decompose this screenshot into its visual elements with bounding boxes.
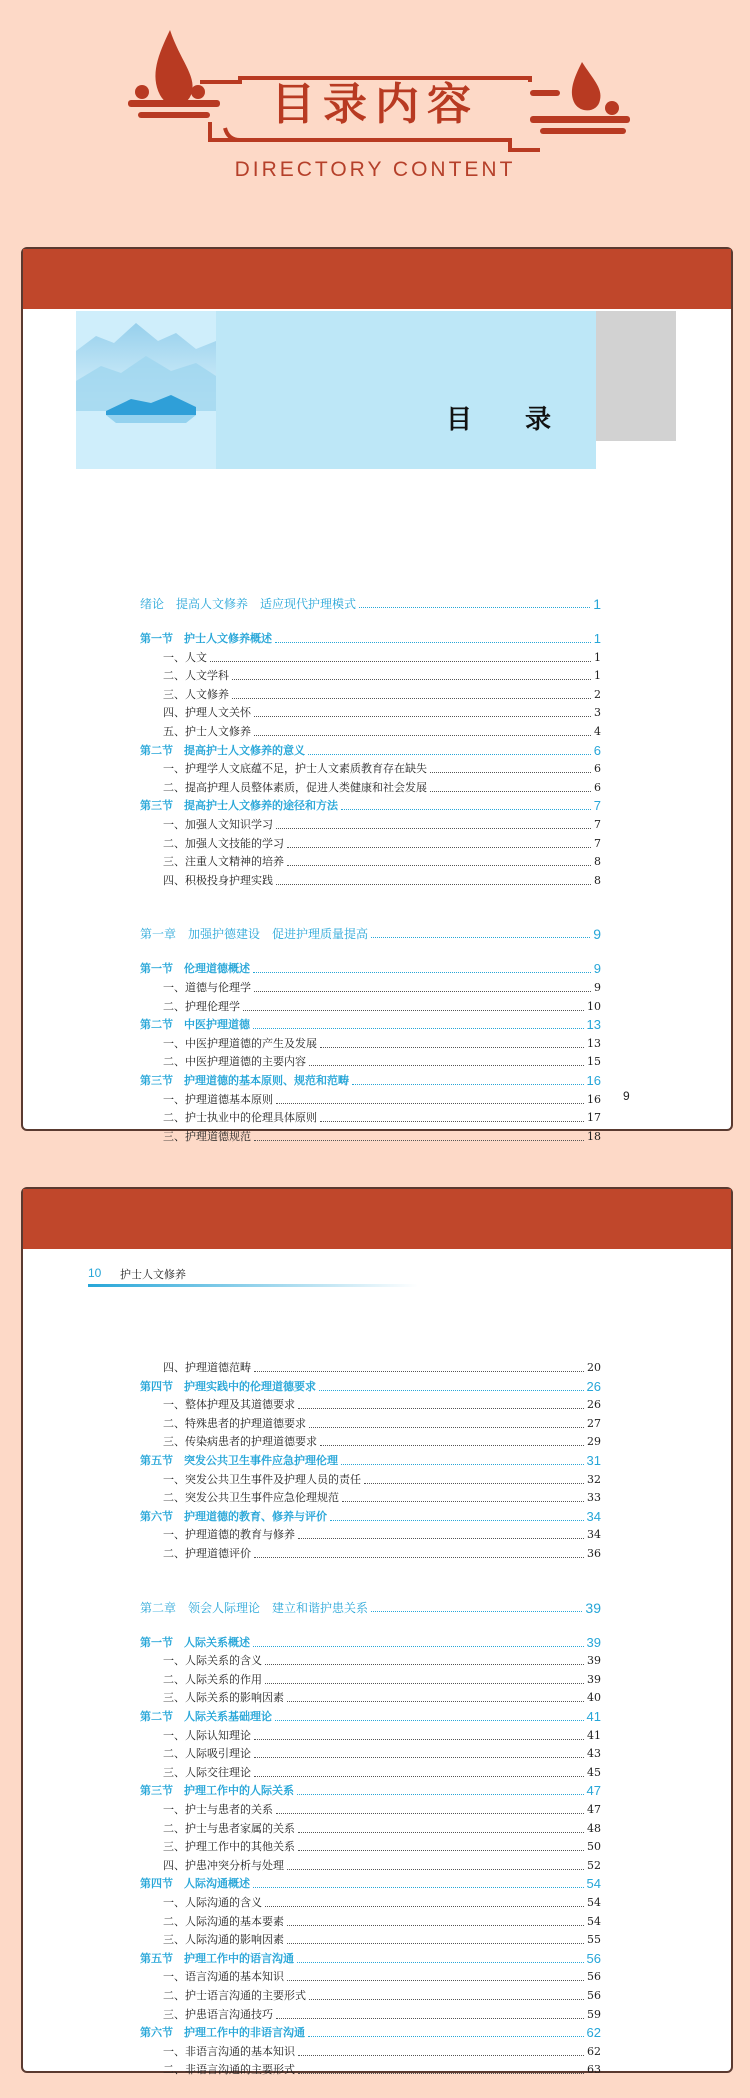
toc-leader-dots xyxy=(341,809,591,810)
toc-entry-label: 第一节 护士人文修养概述 xyxy=(140,632,272,645)
toc-section-entry[interactable] xyxy=(140,744,601,758)
toc-leader-dots xyxy=(254,1140,584,1141)
toc-entry-page: 13 xyxy=(587,1036,601,1050)
toc-entry-label: 第一节 伦理道德概述 xyxy=(140,962,250,976)
toc-entry-label: 一、加强人文知识学习 xyxy=(163,818,273,831)
toc-leader-dots xyxy=(254,1371,584,1372)
toc-leader-dots xyxy=(232,679,591,680)
toc-leader-dots xyxy=(275,642,591,643)
toc-leader-dots xyxy=(430,772,591,773)
toc-entry-label: 一、非语言沟通的基本知识 xyxy=(163,2044,295,2058)
toc-leader-dots xyxy=(319,1390,584,1391)
toc-entry-label: 五、护士人文修养 xyxy=(163,725,251,738)
toc-entry-page: 26 xyxy=(586,1378,601,1394)
toc-item-entry[interactable] xyxy=(163,981,601,995)
landscape-illustration-icon xyxy=(76,311,216,469)
toc-entry-page: 8 xyxy=(594,873,601,887)
running-header-rule xyxy=(88,1284,418,1287)
toc-entry-label: 四、护理道德范畴 xyxy=(163,1361,251,1374)
toc-item-entry[interactable] xyxy=(163,1547,601,1561)
toc-entry-page: 56 xyxy=(586,1950,601,1966)
toc-entry-label: 一、中医护理道德的产生及发展 xyxy=(163,1036,317,1050)
toc-entry-label: 第三节 提高护士人文修养的途径和方法 xyxy=(140,799,338,813)
toc-leader-dots xyxy=(253,1887,584,1888)
toc-entry-label: 三、传染病患者的护理道德要求 xyxy=(163,1435,317,1449)
toc-entry-page: 62 xyxy=(586,2025,601,2041)
toc-entry-label: 三、护患语言沟通技巧 xyxy=(163,2007,273,2021)
toc-entry-label: 一、护理学人文底蕴不足，护士人文素质教育存在缺失 xyxy=(163,762,427,776)
toc-entry-page: 54 xyxy=(587,1896,601,1909)
toc-entry-label: 一、道德与伦理学 xyxy=(163,981,251,994)
toc-leader-dots xyxy=(298,1538,584,1539)
toc-leader-dots xyxy=(254,1557,584,1558)
toc-entry-page: 32 xyxy=(587,1472,601,1486)
toc-item-entry[interactable] xyxy=(163,1528,601,1542)
toc-entry-label: 第六节 护理道德的教育、修养与评价 xyxy=(140,1509,327,1523)
toc-entry-label: 二、护理伦理学 xyxy=(163,999,240,1013)
toc-leader-dots xyxy=(298,2073,584,2074)
toc-item-entry[interactable] xyxy=(163,1970,601,1984)
toc-section-entry[interactable] xyxy=(140,1952,601,1966)
toc-leader-dots xyxy=(320,1445,584,1446)
toc-entry-label: 四、积极投身护理实践 xyxy=(163,873,273,887)
toc-leader-dots xyxy=(254,716,591,717)
toc-item-entry[interactable] xyxy=(163,2063,601,2077)
toc-leader-dots xyxy=(276,2018,584,2019)
toc-entry-label: 二、人际吸引理论 xyxy=(163,1747,251,1761)
toc-chapter-entry[interactable] xyxy=(140,597,601,611)
toc-entry-page: 59 xyxy=(587,2007,601,2021)
toc-entry-page: 48 xyxy=(587,1821,601,1835)
toc-item-entry[interactable] xyxy=(163,762,601,776)
toc-item-entry[interactable] xyxy=(163,818,601,832)
toc-leader-dots xyxy=(371,937,590,938)
toc-entry-page: 20 xyxy=(587,1361,601,1374)
toc-section-entry[interactable] xyxy=(140,799,601,813)
toc-leader-dots xyxy=(364,1483,584,1484)
toc-leader-dots xyxy=(430,791,591,792)
toc-entry-page: 7 xyxy=(594,836,601,850)
toc-entry-page: 39 xyxy=(587,1654,601,1668)
hero-gray-block xyxy=(596,311,676,441)
page-number: 9 xyxy=(623,1089,630,1103)
toc-item-entry[interactable] xyxy=(163,1111,601,1125)
toc-entry-label: 第五节 护理工作中的语言沟通 xyxy=(140,1951,294,1965)
toc-entry-page: 31 xyxy=(586,1453,601,1468)
toc-entry-page: 39 xyxy=(587,1672,601,1686)
toc-entry-label: 三、人际交往理论 xyxy=(163,1765,251,1779)
toc-leader-dots xyxy=(298,2055,584,2056)
toc-entry-page: 1 xyxy=(593,631,601,646)
toc-item-entry[interactable] xyxy=(163,1654,601,1668)
toc-section-entry[interactable] xyxy=(140,962,601,976)
toc-item-entry[interactable] xyxy=(163,1803,601,1817)
toc-leader-dots xyxy=(254,1739,584,1740)
toc-entry-label: 二、突发公共卫生事件应急伦理规范 xyxy=(163,1491,339,1505)
toc-entry-page: 13 xyxy=(586,1017,601,1033)
toc-leader-dots xyxy=(254,991,591,992)
toc-item-entry[interactable] xyxy=(163,1747,601,1761)
toc-entry-label: 二、护理道德评价 xyxy=(163,1547,251,1560)
toc-entry-label: 三、人文修养 xyxy=(163,687,229,701)
toc-item-entry[interactable] xyxy=(163,1840,601,1854)
toc-entry-label: 三、人际关系的影响因素 xyxy=(163,1691,284,1705)
toc-section-entry[interactable] xyxy=(140,1784,601,1798)
toc-entry-page: 7 xyxy=(593,798,601,814)
toc-item-entry[interactable] xyxy=(163,1093,601,1107)
toc-leader-dots xyxy=(243,1010,584,1011)
toc-item-entry[interactable] xyxy=(163,1859,601,1873)
toc-entry-page: 56 xyxy=(587,1970,601,1984)
toc-entry-page: 17 xyxy=(587,1111,601,1125)
toc-entry-label: 一、护理道德基本原则 xyxy=(163,1092,273,1106)
toc-entry-label: 第四节 人际沟通概述 xyxy=(140,1877,250,1891)
toc-entry-page: 55 xyxy=(587,1933,601,1947)
toc-page-1 xyxy=(21,247,733,1143)
toc-entry-page: 15 xyxy=(587,1055,601,1069)
toc-section-entry[interactable] xyxy=(140,632,601,646)
toc-leader-dots xyxy=(298,1850,584,1851)
running-page-number: 10 xyxy=(88,1266,102,1280)
toc-entry-label: 四、护理人文关怀 xyxy=(163,706,251,720)
toc-entry-label: 第四节 护理实践中的伦理道德要求 xyxy=(140,1379,316,1393)
toc-item-entry[interactable] xyxy=(163,1989,601,2003)
toc-item-entry[interactable] xyxy=(163,781,601,795)
toc-entry-label: 三、护理道德规范 xyxy=(163,1129,251,1143)
toc-entry-label: 二、护士执业中的伦理具体原则 xyxy=(163,1111,317,1125)
toc-leader-dots xyxy=(287,847,591,848)
toc-entry-label: 二、护士语言沟通的主要形式 xyxy=(163,1989,306,2002)
toc-section-entry[interactable] xyxy=(140,1018,601,1032)
toc-entry-page: 16 xyxy=(586,1073,601,1088)
toc-leader-dots xyxy=(297,1962,584,1963)
toc-entry-page: 50 xyxy=(587,1840,601,1854)
toc-leader-dots xyxy=(254,735,591,736)
toc-section-entry[interactable] xyxy=(140,1510,601,1524)
toc-leader-dots xyxy=(253,1028,584,1029)
toc-section-entry[interactable] xyxy=(140,1877,601,1891)
toc-item-entry[interactable] xyxy=(163,651,601,665)
toc-entry-label: 三、注重人文精神的培养 xyxy=(163,855,284,869)
toc-leader-dots xyxy=(330,1520,584,1521)
toc-item-entry[interactable] xyxy=(163,1361,601,1375)
toc-entry-page: 36 xyxy=(587,1547,601,1560)
toc-item-entry[interactable] xyxy=(163,874,601,888)
toc-section-entry[interactable] xyxy=(140,1710,601,1724)
toc-leader-dots xyxy=(232,698,591,699)
toc-item-entry[interactable] xyxy=(163,1673,601,1687)
toc-entry-page: 10 xyxy=(587,999,601,1013)
toc-item-entry[interactable] xyxy=(163,1896,601,1910)
toc-entry-label: 二、护士与患者家属的关系 xyxy=(163,1821,295,1835)
toc-entry-page: 18 xyxy=(587,1129,601,1143)
toc-entry-page: 54 xyxy=(586,1876,601,1892)
toc-leader-dots xyxy=(287,1869,584,1870)
toc-section-entry[interactable] xyxy=(140,1074,601,1088)
toc-entry-page: 6 xyxy=(593,742,601,758)
banner-title: 目录内容 xyxy=(271,79,479,130)
toc-item-entry[interactable] xyxy=(163,1037,601,1051)
toc-entry-label: 第一章 加强护德建设 促进护理质量提高 xyxy=(140,927,369,942)
toc-item-entry[interactable] xyxy=(163,2045,601,2059)
toc-item-entry[interactable] xyxy=(163,688,601,702)
toc-leader-dots xyxy=(298,1832,584,1833)
right-flame-icon xyxy=(572,62,601,110)
toc-entry-page: 45 xyxy=(587,1765,601,1779)
toc-leader-dots xyxy=(253,1646,584,1647)
toc-item-entry[interactable] xyxy=(163,1398,601,1412)
toc-chapter-entry[interactable] xyxy=(140,927,601,941)
toc-entry-page: 56 xyxy=(587,1989,601,2002)
toc-leader-dots xyxy=(287,1701,584,1702)
toc-entry-page: 62 xyxy=(587,2044,601,2058)
card-header-bar xyxy=(23,249,731,309)
toc-entry-label: 二、中医护理道德的主要内容 xyxy=(163,1055,306,1069)
toc-leader-dots xyxy=(359,607,590,608)
toc-entry-page: 4 xyxy=(594,725,601,738)
toc-entry-label: 一、整体护理及其道德要求 xyxy=(163,1398,295,1412)
toc-entry-page: 41 xyxy=(586,1709,601,1724)
toc-leader-dots xyxy=(276,828,591,829)
toc-entry-page: 1 xyxy=(593,596,601,612)
toc-entry-page: 47 xyxy=(587,1803,601,1816)
toc-entry-label: 一、人际关系的含义 xyxy=(163,1654,262,1668)
toc-entry-page: 47 xyxy=(586,1783,601,1799)
toc-entry-label: 第二节 人际关系基础理论 xyxy=(140,1710,272,1723)
toc-item-entry[interactable] xyxy=(163,1766,601,1780)
toc-chapter-entry[interactable] xyxy=(140,1601,601,1615)
toc-entry-label: 一、人际认知理论 xyxy=(163,1728,251,1742)
toc-entry-label: 二、加强人文技能的学习 xyxy=(163,836,284,850)
toc-leader-dots xyxy=(320,1047,584,1048)
toc-entry-label: 第二章 领会人际理论 建立和谐护患关系 xyxy=(140,1600,369,1615)
toc-entry-page: 27 xyxy=(587,1416,601,1430)
toc-entry-label: 第二节 中医护理道德 xyxy=(140,1018,250,1032)
toc-entry-page: 34 xyxy=(587,1528,601,1542)
toc-entry-page: 40 xyxy=(587,1691,601,1705)
toc-entry-label: 一、人文 xyxy=(163,650,207,664)
toc-section-entry[interactable] xyxy=(140,2026,601,2040)
toc-entry-page: 29 xyxy=(587,1435,601,1449)
banner xyxy=(0,0,750,190)
card-header-bar xyxy=(23,1189,731,1249)
toc-entry-label: 三、人际沟通的影响因素 xyxy=(163,1933,284,1947)
toc-entry-label: 二、非语言沟通的主要形式 xyxy=(163,2063,295,2077)
running-book-title: 护士人文修养 xyxy=(120,1268,186,1281)
toc-leader-dots xyxy=(352,1084,584,1085)
toc-entry-page: 41 xyxy=(587,1728,601,1742)
toc-item-entry[interactable] xyxy=(163,1417,601,1431)
toc-entry-label: 二、人际关系的作用 xyxy=(163,1672,262,1686)
toc-leader-dots xyxy=(254,1776,584,1777)
toc-entry-page: 43 xyxy=(587,1747,601,1761)
toc-entry-page: 26 xyxy=(587,1398,601,1412)
banner-subtitle: DIRECTORY CONTENT xyxy=(234,158,516,181)
running-header xyxy=(88,1266,418,1286)
toc-section-entry[interactable] xyxy=(140,1380,601,1394)
toc-item-entry[interactable] xyxy=(163,855,601,869)
toc-entry-page: 39 xyxy=(586,1634,601,1650)
toc-entry-page: 6 xyxy=(594,780,601,794)
toc-item-entry[interactable] xyxy=(163,725,601,739)
toc-leader-dots xyxy=(253,972,591,973)
toc-entry-page: 2 xyxy=(594,687,601,701)
toc-leader-dots xyxy=(320,1121,584,1122)
toc-leader-dots xyxy=(287,1925,584,1926)
toc-leader-dots xyxy=(265,1664,584,1665)
toc-item-entry[interactable] xyxy=(163,1915,601,1929)
toc-section-entry[interactable] xyxy=(140,1454,601,1468)
toc-leader-dots xyxy=(308,754,591,755)
toc-item-entry[interactable] xyxy=(163,1473,601,1487)
toc-page-2 xyxy=(21,1187,733,2077)
toc-entry-page: 54 xyxy=(587,1914,601,1928)
toc-entry-label: 一、护士与患者的关系 xyxy=(163,1803,273,1816)
toc-entry-label: 一、语言沟通的基本知识 xyxy=(163,1970,284,1984)
toc-item-entry[interactable] xyxy=(163,837,601,851)
toc-item-entry[interactable] xyxy=(163,1729,601,1743)
toc-item-entry[interactable] xyxy=(163,1491,601,1505)
toc-entry-page: 16 xyxy=(587,1092,601,1106)
toc-entry-label: 二、人际沟通的基本要素 xyxy=(163,1914,284,1928)
toc-item-entry[interactable] xyxy=(163,706,601,720)
toc-entry-label: 一、护理道德的教育与修养 xyxy=(163,1528,295,1542)
toc-entry-page: 6 xyxy=(594,762,601,776)
toc-leader-dots xyxy=(309,1065,584,1066)
toc-entry-label: 一、人际沟通的含义 xyxy=(163,1896,262,1909)
toc-entry-page: 34 xyxy=(586,1508,601,1524)
toc-entry-label: 第六节 护理工作中的非语言沟通 xyxy=(140,2026,305,2040)
toc-entry-label: 二、特殊患者的护理道德要求 xyxy=(163,1416,306,1430)
hero-title: 目 录 xyxy=(446,405,574,435)
toc-leader-dots xyxy=(341,1464,584,1465)
toc-leader-dots xyxy=(342,1501,584,1502)
toc-leader-dots xyxy=(308,2036,584,2037)
toc-entry-label: 第三节 护理工作中的人际关系 xyxy=(140,1784,294,1798)
toc-entry-label: 绪论 提高人文修养 适应现代护理模式 xyxy=(140,597,357,611)
toc-entry-page: 1 xyxy=(594,650,601,664)
toc-entry-label: 二、提高护理人员整体素质，促进人类健康和社会发展 xyxy=(163,780,427,794)
toc-entry-page: 33 xyxy=(587,1491,601,1505)
toc-leader-dots xyxy=(254,1757,584,1758)
toc-item-entry[interactable] xyxy=(163,1055,601,1069)
toc-section-entry[interactable] xyxy=(140,1636,601,1650)
toc-entry-label: 二、人文学科 xyxy=(163,669,229,683)
toc-item-entry[interactable] xyxy=(163,669,601,683)
toc-entry-page: 9 xyxy=(593,961,601,977)
toc-entry-label: 四、护患冲突分析与处理 xyxy=(163,1858,284,1872)
toc-entry-label: 第五节 突发公共卫生事件应急护理伦理 xyxy=(140,1454,338,1467)
toc-leader-dots xyxy=(276,1813,584,1814)
toc-item-entry[interactable] xyxy=(163,1435,601,1449)
toc-leader-dots xyxy=(265,1683,584,1684)
toc-item-entry[interactable] xyxy=(163,2008,601,2022)
toc-entry-page: 39 xyxy=(585,1599,601,1616)
toc-entry-page: 63 xyxy=(587,2063,601,2077)
toc-leader-dots xyxy=(309,1999,584,2000)
toc-leader-dots xyxy=(265,1906,584,1907)
toc-entry-page: 3 xyxy=(594,706,601,720)
toc-entry-page: 52 xyxy=(587,1858,601,1872)
toc-leader-dots xyxy=(287,1943,584,1944)
toc-entry-page: 8 xyxy=(594,855,601,869)
toc-entry-label: 第二节 提高护士人文修养的意义 xyxy=(140,743,305,757)
toc-item-entry[interactable] xyxy=(163,1691,601,1705)
toc-entry-label: 第三节 护理道德的基本原则、规范和范畴 xyxy=(140,1074,349,1087)
toc-item-entry[interactable] xyxy=(163,1822,601,1836)
toc-entry-label: 一、突发公共卫生事件及护理人员的责任 xyxy=(163,1472,361,1486)
toc-leader-dots xyxy=(297,1794,584,1795)
toc-item-entry[interactable] xyxy=(163,1933,601,1947)
toc-leader-dots xyxy=(276,1103,584,1104)
toc-entry-page: 9 xyxy=(594,981,601,994)
toc-item-entry[interactable] xyxy=(163,1130,601,1144)
toc-leader-dots xyxy=(298,1408,584,1409)
toc-entry-label: 第一节 人际关系概述 xyxy=(140,1635,250,1649)
toc-leader-dots xyxy=(210,661,591,662)
toc-entry-page: 9 xyxy=(593,926,601,943)
toc-entry-page: 7 xyxy=(594,818,601,831)
toc-leader-dots xyxy=(371,1611,582,1612)
toc-entry-page: 1 xyxy=(594,669,601,683)
toc-entry-label: 三、护理工作中的其他关系 xyxy=(163,1840,295,1854)
toc-leader-dots xyxy=(287,865,591,866)
toc-leader-dots xyxy=(276,884,591,885)
toc-item-entry[interactable] xyxy=(163,1000,601,1014)
toc-leader-dots xyxy=(309,1427,584,1428)
toc-leader-dots xyxy=(287,1980,584,1981)
left-flame-icon xyxy=(155,30,192,105)
toc-leader-dots xyxy=(275,1720,584,1721)
